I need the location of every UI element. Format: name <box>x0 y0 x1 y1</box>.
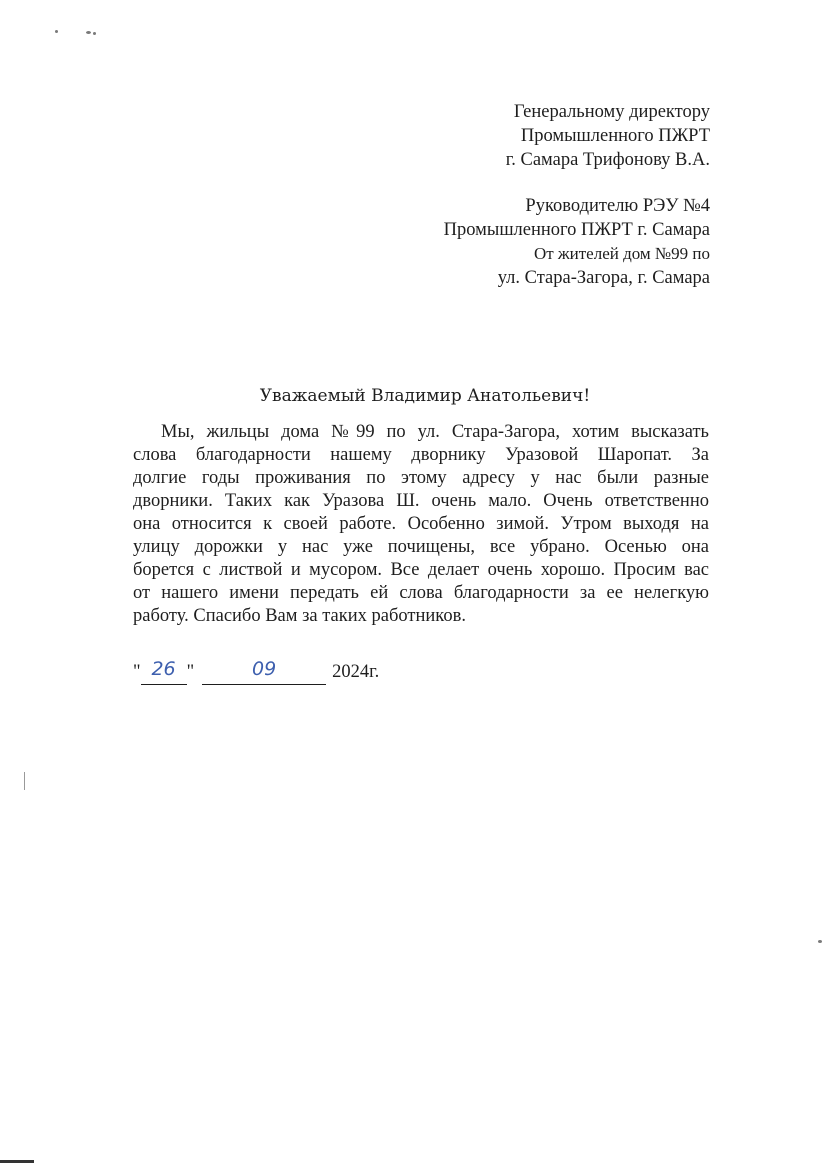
body-line: дворники. Таких как Уразова Ш. очень мало. Очень ответственно <box>133 491 709 511</box>
date-close-quote: " <box>186 662 195 682</box>
sender-line: ул. Стара-Загора, г. Самара <box>497 268 710 288</box>
date-year: 2024г. <box>332 662 380 682</box>
addressee-block <box>444 100 710 290</box>
scan-speck <box>55 30 58 33</box>
date-open-quote: " <box>133 662 141 682</box>
addressee-line: Генеральному директору <box>513 102 710 122</box>
addressee-line: Промышленного ПЖРТ г. Самара <box>443 220 710 240</box>
body-line: слова благодарности нашему дворнику Уразовой Шаропат. За <box>133 445 709 465</box>
addressee-line: г. Самара Трифонову В.А. <box>505 150 710 170</box>
body-line: улицу дорожки у нас уже почищены, все убрано. Осенью она <box>133 537 709 557</box>
date-day-field <box>141 659 187 685</box>
body-line: работу. Спасибо Вам за таких работников. <box>133 606 466 626</box>
date-line <box>133 659 379 685</box>
letter-body <box>133 421 709 628</box>
date-month-field <box>202 659 326 685</box>
body-line: Мы, жильцы дома №99 по ул. Стара-Загора, хотим высказать <box>161 422 709 442</box>
body-line: она относится к своей работе. Особенно зимой. Утром выходя на <box>133 514 709 534</box>
scan-speck <box>93 32 96 35</box>
handwritten-day: 26 <box>151 658 176 680</box>
scan-edge-mark <box>0 1160 34 1163</box>
scan-speck <box>86 31 91 34</box>
scan-speck <box>818 940 822 943</box>
body-line: от нашего имени передать ей слова благодарности за ее нелегкую <box>133 583 709 603</box>
body-line: долгие годы проживания по этому адресу у нас были разные <box>133 468 709 488</box>
addressee-line: Руководителю РЭУ №4 <box>525 196 710 216</box>
addressee-line: Промышленного ПЖРТ <box>520 126 710 146</box>
sender-line: От жителей дом №99 по <box>533 244 710 263</box>
handwritten-month: 09 <box>252 658 277 680</box>
body-line: борется с листвой и мусором. Все делает очень хорошо. Просим вас <box>133 560 709 580</box>
greeting: Уважаемый Владимир Анатольевич! <box>259 386 591 406</box>
scan-edge-mark <box>24 772 25 790</box>
